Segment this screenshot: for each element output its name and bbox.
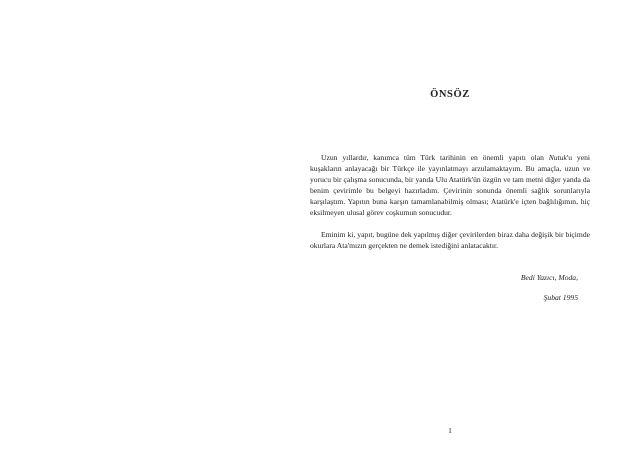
- signature-block: [310, 272, 578, 303]
- paragraph-1-segment-3: 'u yeni kuşakların anlayacağı bir Türkçe ile yayınlatmayı arzulamaktayım. Bu amaçla, uzun ve yorucu bir çalışma sonucunda, bir yanda Ulu Atatürk'ün özgün ve tam metni diğer yanda da benim çevirimle bu belgeyi hazırladım. Çevirinin sonunda önemli sağlık sorunlarıyla karşılaştım. Yapıtın buna karşın tamamlanabilmiş olması; Atatürk'e içten bağlılığımın, hiç eksilmeyen ulusal görev coşkumun sonucudur.: [310, 153, 590, 218]
- paragraph-1: [310, 152, 590, 219]
- signature-author: Bedi Yazıcı, Moda,: [520, 273, 578, 282]
- paragraph-1-book-title: Nutuk: [548, 153, 567, 162]
- paragraph-2: [310, 229, 590, 251]
- page-number: 1: [448, 426, 452, 435]
- paragraph-1-segment-1: Uzun yıllardır, kanımca tüm Türk tarihinin en önemli yapıtı olan: [321, 153, 549, 162]
- preface-body: [310, 152, 590, 251]
- signature-date: Şubat 1995: [543, 293, 578, 302]
- paragraph-2-segment-1: Eminim ki, yapıt, bugüne dek yapılmış diğer çevirilerden biraz daha değişik bir biçimde okurlara Ata'mızın gerçekten ne demek istediğini anlatacaktır.: [310, 229, 590, 250]
- page-title: ÖNSÖZ: [430, 89, 470, 100]
